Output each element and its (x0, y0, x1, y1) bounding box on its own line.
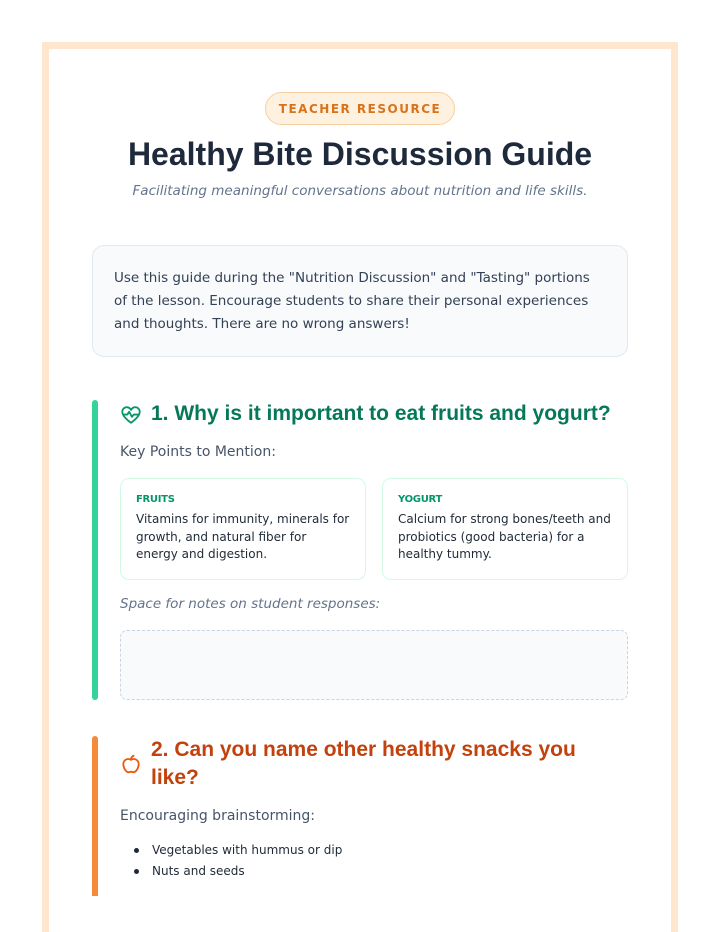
card-label: YOGURT (398, 494, 442, 505)
key-point-card-fruits (120, 478, 366, 580)
section-accent-bar (92, 736, 98, 896)
page-title: Healthy Bite Discussion Guide (127, 136, 593, 172)
question-title: 1. Why is it important to eat fruits and yogurt? (151, 402, 611, 425)
notes-area[interactable] (120, 630, 628, 700)
key-point-card-yogurt (382, 478, 628, 580)
question-lead: Key Points to Mention: (120, 444, 276, 460)
card-text: Calcium for strong bones/teeth and probiotics (good bacteria) for a healthy tummy. (398, 512, 611, 561)
apple-icon (120, 753, 142, 775)
question-header (120, 736, 610, 792)
page-subtitle: Facilitating meaningful conversations about nutrition and life skills. (132, 183, 588, 199)
snack-list (152, 842, 342, 884)
list-item: Vegetables with hummus or dip (152, 842, 342, 863)
question-section-1 (92, 400, 628, 700)
list-item: Nuts and seeds (152, 863, 342, 884)
section-accent-bar (92, 400, 98, 700)
teacher-resource-badge: TEACHER RESOURCE (265, 92, 455, 125)
question-lead: Encouraging brainstorming: (120, 808, 316, 824)
question-title: 2. Can you name other healthy snacks you like? (151, 738, 576, 789)
intro-box (92, 245, 628, 357)
notes-label: Space for notes on student responses: (120, 596, 381, 612)
heart-pulse-icon (120, 404, 142, 426)
card-label: FRUITS (136, 494, 175, 505)
card-text: Vitamins for immunity, minerals for growth, and natural fiber for energy and digestion. (136, 512, 350, 561)
intro-text: Use this guide during the "Nutrition Discussion" and "Tasting" portions of the lesson. Encourage students to share their personal experiences and thoughts. There are no wrong answers! (114, 270, 590, 332)
question-section-2 (92, 736, 628, 896)
question-header (120, 400, 611, 428)
